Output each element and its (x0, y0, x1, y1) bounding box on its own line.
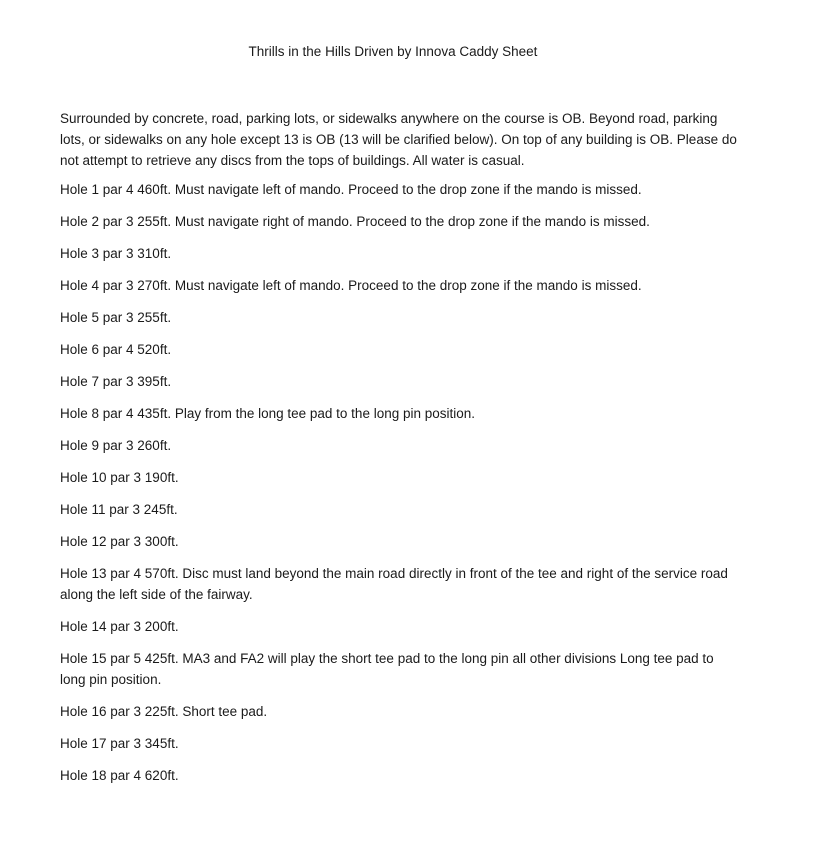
hole-3-note: Hole 3 par 3 310ft. (60, 246, 172, 261)
hole-1-note: Hole 1 par 4 460ft. Must navigate left of mando. Proceed to the drop zone if the mando is missed. (60, 182, 642, 197)
hole-4-note: Hole 4 par 3 270ft. Must navigate left of mando. Proceed to the drop zone if the mando is missed. (60, 278, 642, 293)
hole-13-note: Hole 13 par 4 570ft. Disc must land beyond the main road directly in front of the tee and right of the service road along the left side of the fairway. (60, 566, 728, 602)
hole-7-note: Hole 7 par 3 395ft. (60, 374, 172, 389)
hole-18-note: Hole 18 par 4 620ft. (60, 768, 179, 783)
hole-6-note: Hole 6 par 4 520ft. (60, 342, 172, 357)
document-body (60, 108, 740, 797)
hole-5-note: Hole 5 par 3 255ft. (60, 310, 172, 325)
hole-15-note: Hole 15 par 5 425ft. MA3 and FA2 will play the short tee pad to the long pin all other divisions Long tee pad to long pin position. (60, 651, 714, 687)
hole-12-note: Hole 12 par 3 300ft. (60, 534, 179, 549)
hole-2-note: Hole 2 par 3 255ft. Must navigate right of mando. Proceed to the drop zone if the mando is missed. (60, 214, 650, 229)
hole-16-note: Hole 16 par 3 225ft. Short tee pad. (60, 704, 268, 719)
hole-9-note: Hole 9 par 3 260ft. (60, 438, 172, 453)
hole-17-note: Hole 17 par 3 345ft. (60, 736, 179, 751)
hole-11-note: Hole 11 par 3 245ft. (60, 502, 178, 517)
intro-paragraph: Surrounded by concrete, road, parking lots, or sidewalks anywhere on the course is OB. Beyond road, parking lots, or sidewalks on any hole except 13 is OB (13 will be clarified below). On top of any building is OB. Please do not attempt to retrieve any discs from the tops of buildings. All water is casual. (60, 111, 737, 168)
document-title: Thrills in the Hills Driven by Innova Caddy Sheet (248, 44, 538, 59)
hole-8-note: Hole 8 par 4 435ft. Play from the long tee pad to the long pin position. (60, 406, 476, 421)
hole-14-note: Hole 14 par 3 200ft. (60, 619, 179, 634)
hole-10-note: Hole 10 par 3 190ft. (60, 470, 179, 485)
